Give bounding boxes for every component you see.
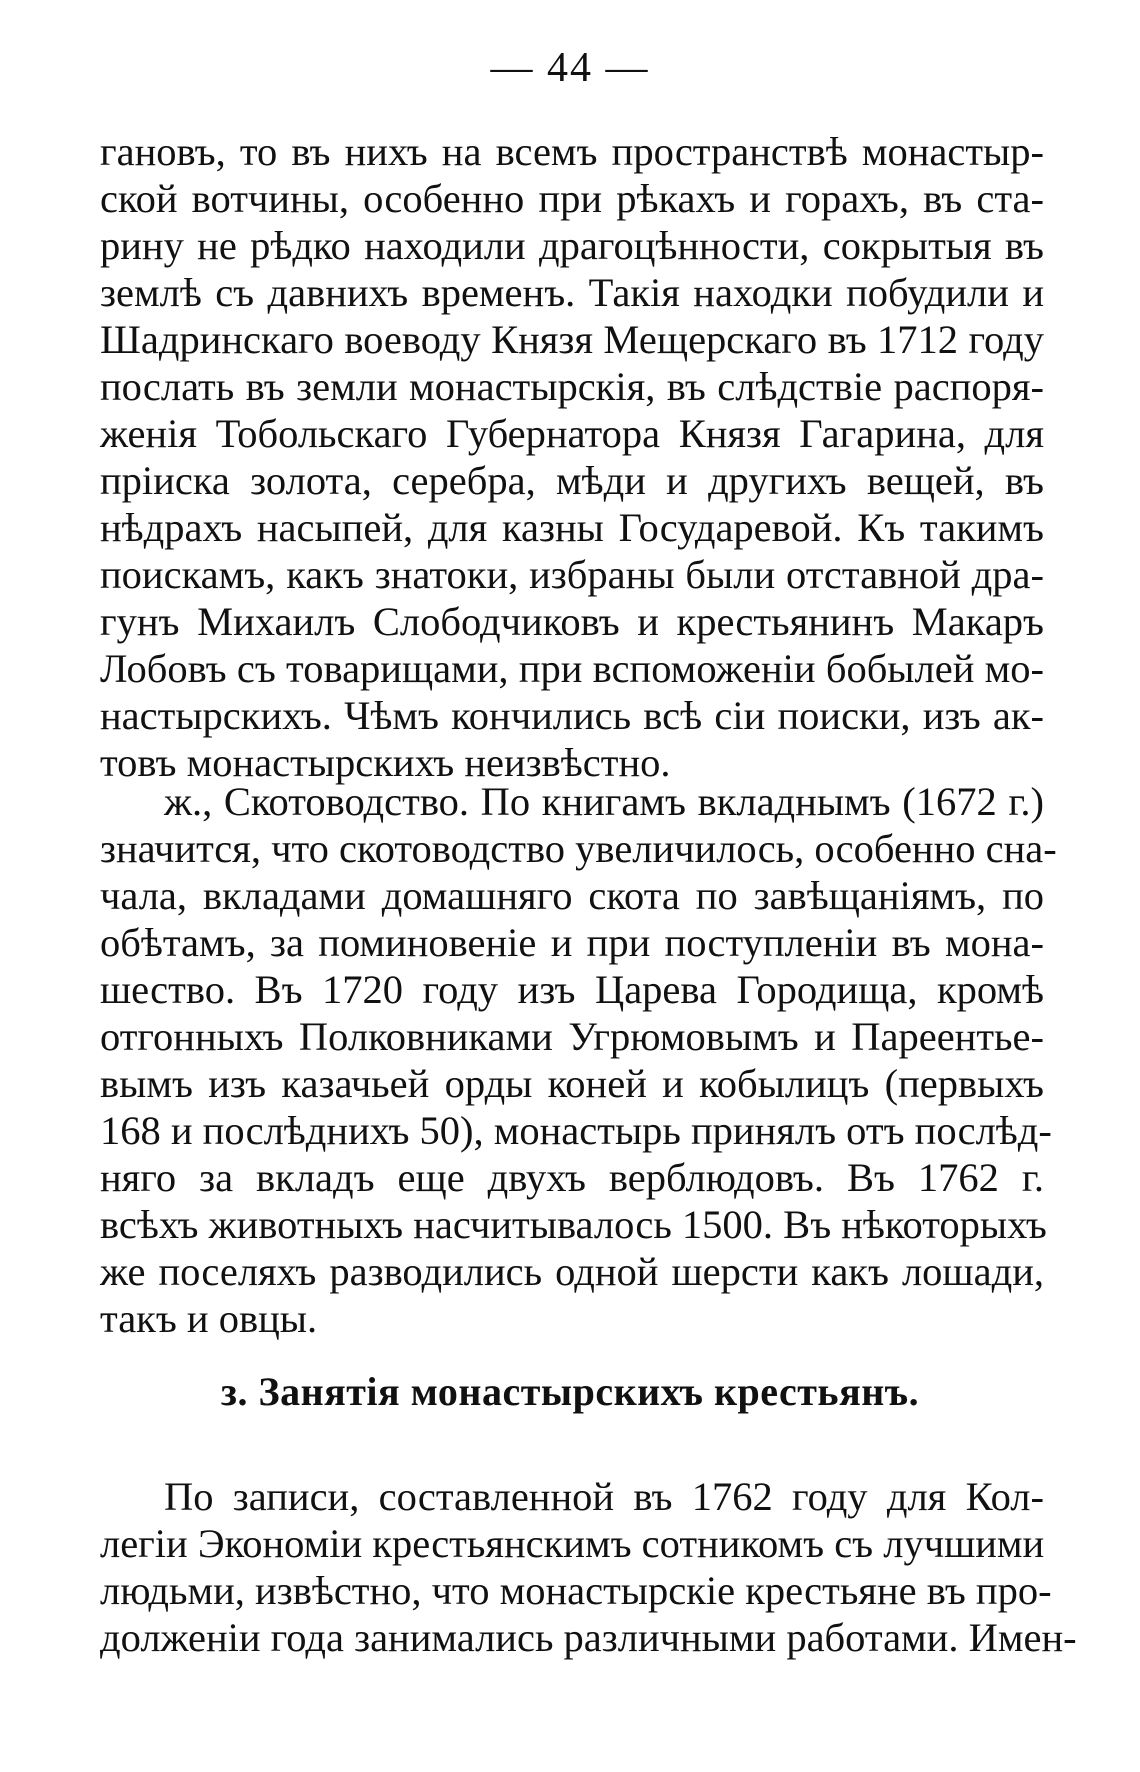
text-line: гунъ Михаилъ Слободчиковъ и крестьянинъ Макаръ: [100, 599, 1044, 644]
text-line: такъ и овцы.: [100, 1296, 318, 1341]
text-line: няго за вкладъ еще двухъ верблюдовъ. Въ 1762 г.: [100, 1155, 1044, 1200]
text-line: нѣдрахъ насыпей, для казны Государевой. Къ такимъ: [100, 505, 1044, 550]
text-line: долженіи года занимались различными работами. Имен-: [100, 1615, 1077, 1660]
text-line: легіи Экономіи крестьянскимъ сотникомъ съ лучшими: [100, 1521, 1045, 1566]
text-line: По записи, составленной въ 1762 году для Кол-: [164, 1474, 1044, 1519]
text-line: гановъ, то въ нихъ на всемъ пространствѣ монастыр-: [100, 129, 1044, 174]
text-line: же поселяхъ разводились одной шерсти какъ лошади,: [100, 1249, 1044, 1294]
text-line: 168 и послѣднихъ 50), монастырь принялъ отъ послѣд-: [100, 1108, 1052, 1153]
paragraph-treasures: [100, 128, 1044, 786]
text-line: рину не рѣдко находили драгоцѣнности, сокрытыя въ: [100, 223, 1044, 268]
text-line: товъ монастырскихъ неизвѣстно.: [100, 740, 671, 785]
page-number: — 44 —: [490, 45, 650, 91]
text-line: послать въ земли монастырскія, въ слѣдствіе распоря-: [100, 364, 1044, 409]
section-heading: з. Занятія монастырскихъ крестьянъ.: [220, 1369, 920, 1414]
text-line: Лобовъ съ товарищами, при вспоможеніи бобылей мо-: [100, 646, 1044, 691]
text-line: ской вотчины, особенно при рѣкахъ и горахъ, въ ста-: [100, 176, 1044, 221]
text-line: пріиска золота, серебра, мѣди и другихъ вещей, въ: [100, 458, 1044, 503]
text-line: ж., Скотоводство. По книгамъ вкладнымъ (1672 г.): [164, 779, 1044, 824]
text-line: шество. Въ 1720 году изъ Царева Городища, кромѣ: [100, 967, 1044, 1012]
text-line: значится, что скотоводство увеличилось, особенно сна-: [100, 826, 1057, 871]
text-line: поискамъ, какъ знатоки, избраны были отставной дра-: [100, 552, 1044, 597]
text-line: Шадринскаго воеводу Князя Мещерскаго въ 1712 году: [100, 317, 1044, 362]
text-line: отгонныхъ Полковниками Угрюмовымъ и Пареентье-: [100, 1014, 1044, 1059]
text-line: людьми, извѣстно, что монастырскіе крестьяне въ про-: [100, 1568, 1052, 1613]
text-line: обѣтамъ, за поминовеніе и при поступленіи въ мона-: [100, 920, 1044, 965]
text-line: настырскихъ. Чѣмъ кончились всѣ сіи поиски, изъ ак-: [100, 693, 1044, 738]
text-line: всѣхъ животныхъ насчитывалось 1500. Въ нѣкоторыхъ: [100, 1202, 1047, 1247]
text-line: вымъ изъ казачьей орды коней и кобылицъ (первыхъ: [100, 1061, 1044, 1106]
text-line: женія Тобольскаго Губернатора Князя Гагарина, для: [100, 411, 1044, 456]
text-line: чала, вкладами домашняго скота по завѣщаніямъ, по: [100, 873, 1044, 918]
text-line: землѣ съ давнихъ временъ. Такія находки побудили и: [100, 270, 1044, 315]
paragraph-cattle-breeding: [100, 778, 1057, 1342]
paragraph-peasant-occupations: [100, 1473, 1077, 1661]
